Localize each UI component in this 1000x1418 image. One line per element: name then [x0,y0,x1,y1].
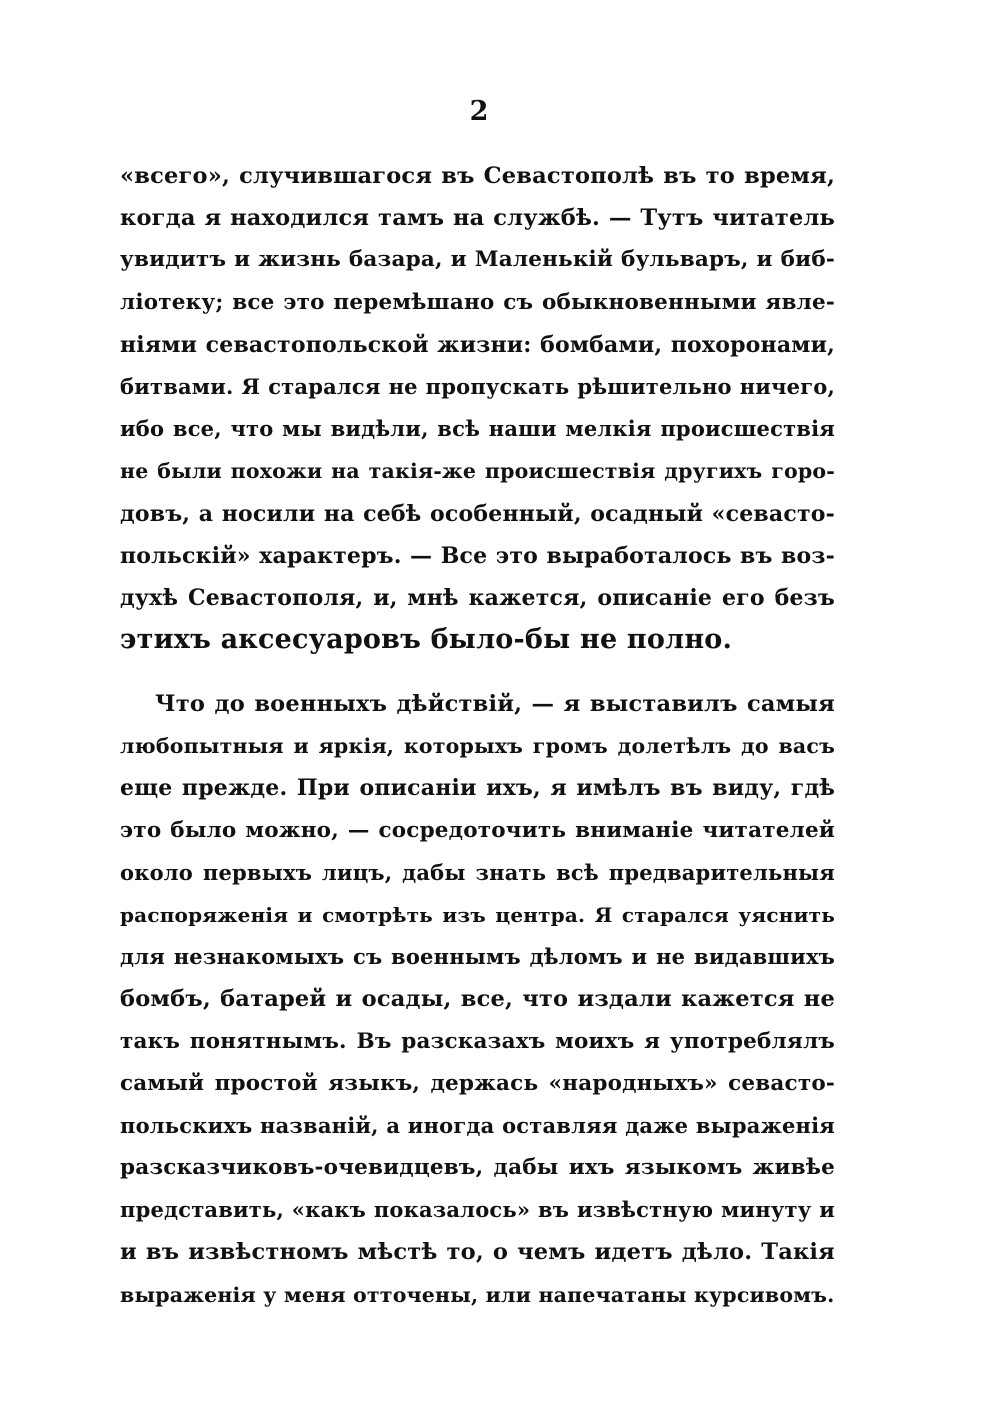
text-line: этихъ аксесуаровъ было-бы не полно. [120,624,733,656]
text-line: битвами. Я старался не пропускать рѣшительно ничего, [120,373,835,399]
text-line: такъ понятнымъ. Въ разсказахъ моихъ я употреблялъ [120,1028,835,1054]
paragraph-2 [120,683,835,1316]
text-line: «всего», случившагося въ Севастополѣ въ то время, [120,163,835,189]
text-line: еще прежде. При описанiи ихъ, я имѣлъ въ виду, гдѣ [120,775,835,802]
text-line: лiотеку; все это перемѣшано съ обыкновенными явле- [120,289,835,315]
text-line: любопытныя и яркiя, которыхъ громъ долетѣлъ до васъ [120,734,835,759]
text-line: не были похожи на такiя-же происшествiя другихъ горо- [120,459,835,484]
text-line: нiями севастопольской жизни: бомбами, похоронами, [120,331,835,358]
text-line: выраженiя у меня отточены, или напечатаны курсивомъ. [120,1282,835,1307]
text-line: духѣ Севастополя, и, мнѣ кажется, описанiе его безъ [120,584,835,611]
text-line: около первыхъ лицъ, дабы знать всѣ предварительныя [120,859,835,885]
text-line: довъ, а носили на себѣ особенный, осадный «севасто- [120,500,835,527]
paragraph-1 [120,155,835,661]
text-line: разсказчиковъ-очевидцевъ, дабы ихъ языкомъ живѣе [120,1155,835,1181]
page-number: 2 [469,96,489,127]
text-line: это было можно, — сосредоточить вниманiе читателей [120,817,835,843]
text-line: когда я находился тамъ на службѣ. — Тутъ читатель [120,205,835,232]
text-line: увидитъ и жизнь базара, и Маленькiй бульваръ, и биб- [120,247,835,273]
text-line: бомбъ, батарей и осады, все, что издали кажется не [120,986,835,1013]
text-line: польскихъ названiй, а иногда оставляя даже выраженiя [120,1112,835,1138]
text-line: самый простой языкъ, держась «народныхъ» севасто- [120,1070,835,1096]
text-line: и въ извѣстномъ мѣстѣ то, о чемъ идетъ дѣло. Такiя [120,1239,835,1266]
text-line: представить, «какъ показалось» въ извѣстную минуту и [120,1197,835,1223]
text-line: для незнакомыхъ съ военнымъ дѣломъ и не видавшихъ [120,944,835,970]
text-line: ибо все, что мы видѣли, всѣ наши мелкiя происшествiя [120,416,835,442]
text-line: распоряженiя и смотрѣть изъ центра. Я старался уяснить [120,902,835,927]
text-line: Что до военныхъ дѣйствiй, — я выставилъ самыя [155,691,835,717]
text-line: польскiй» характеръ. — Все это выработалось въ воз- [120,542,835,569]
